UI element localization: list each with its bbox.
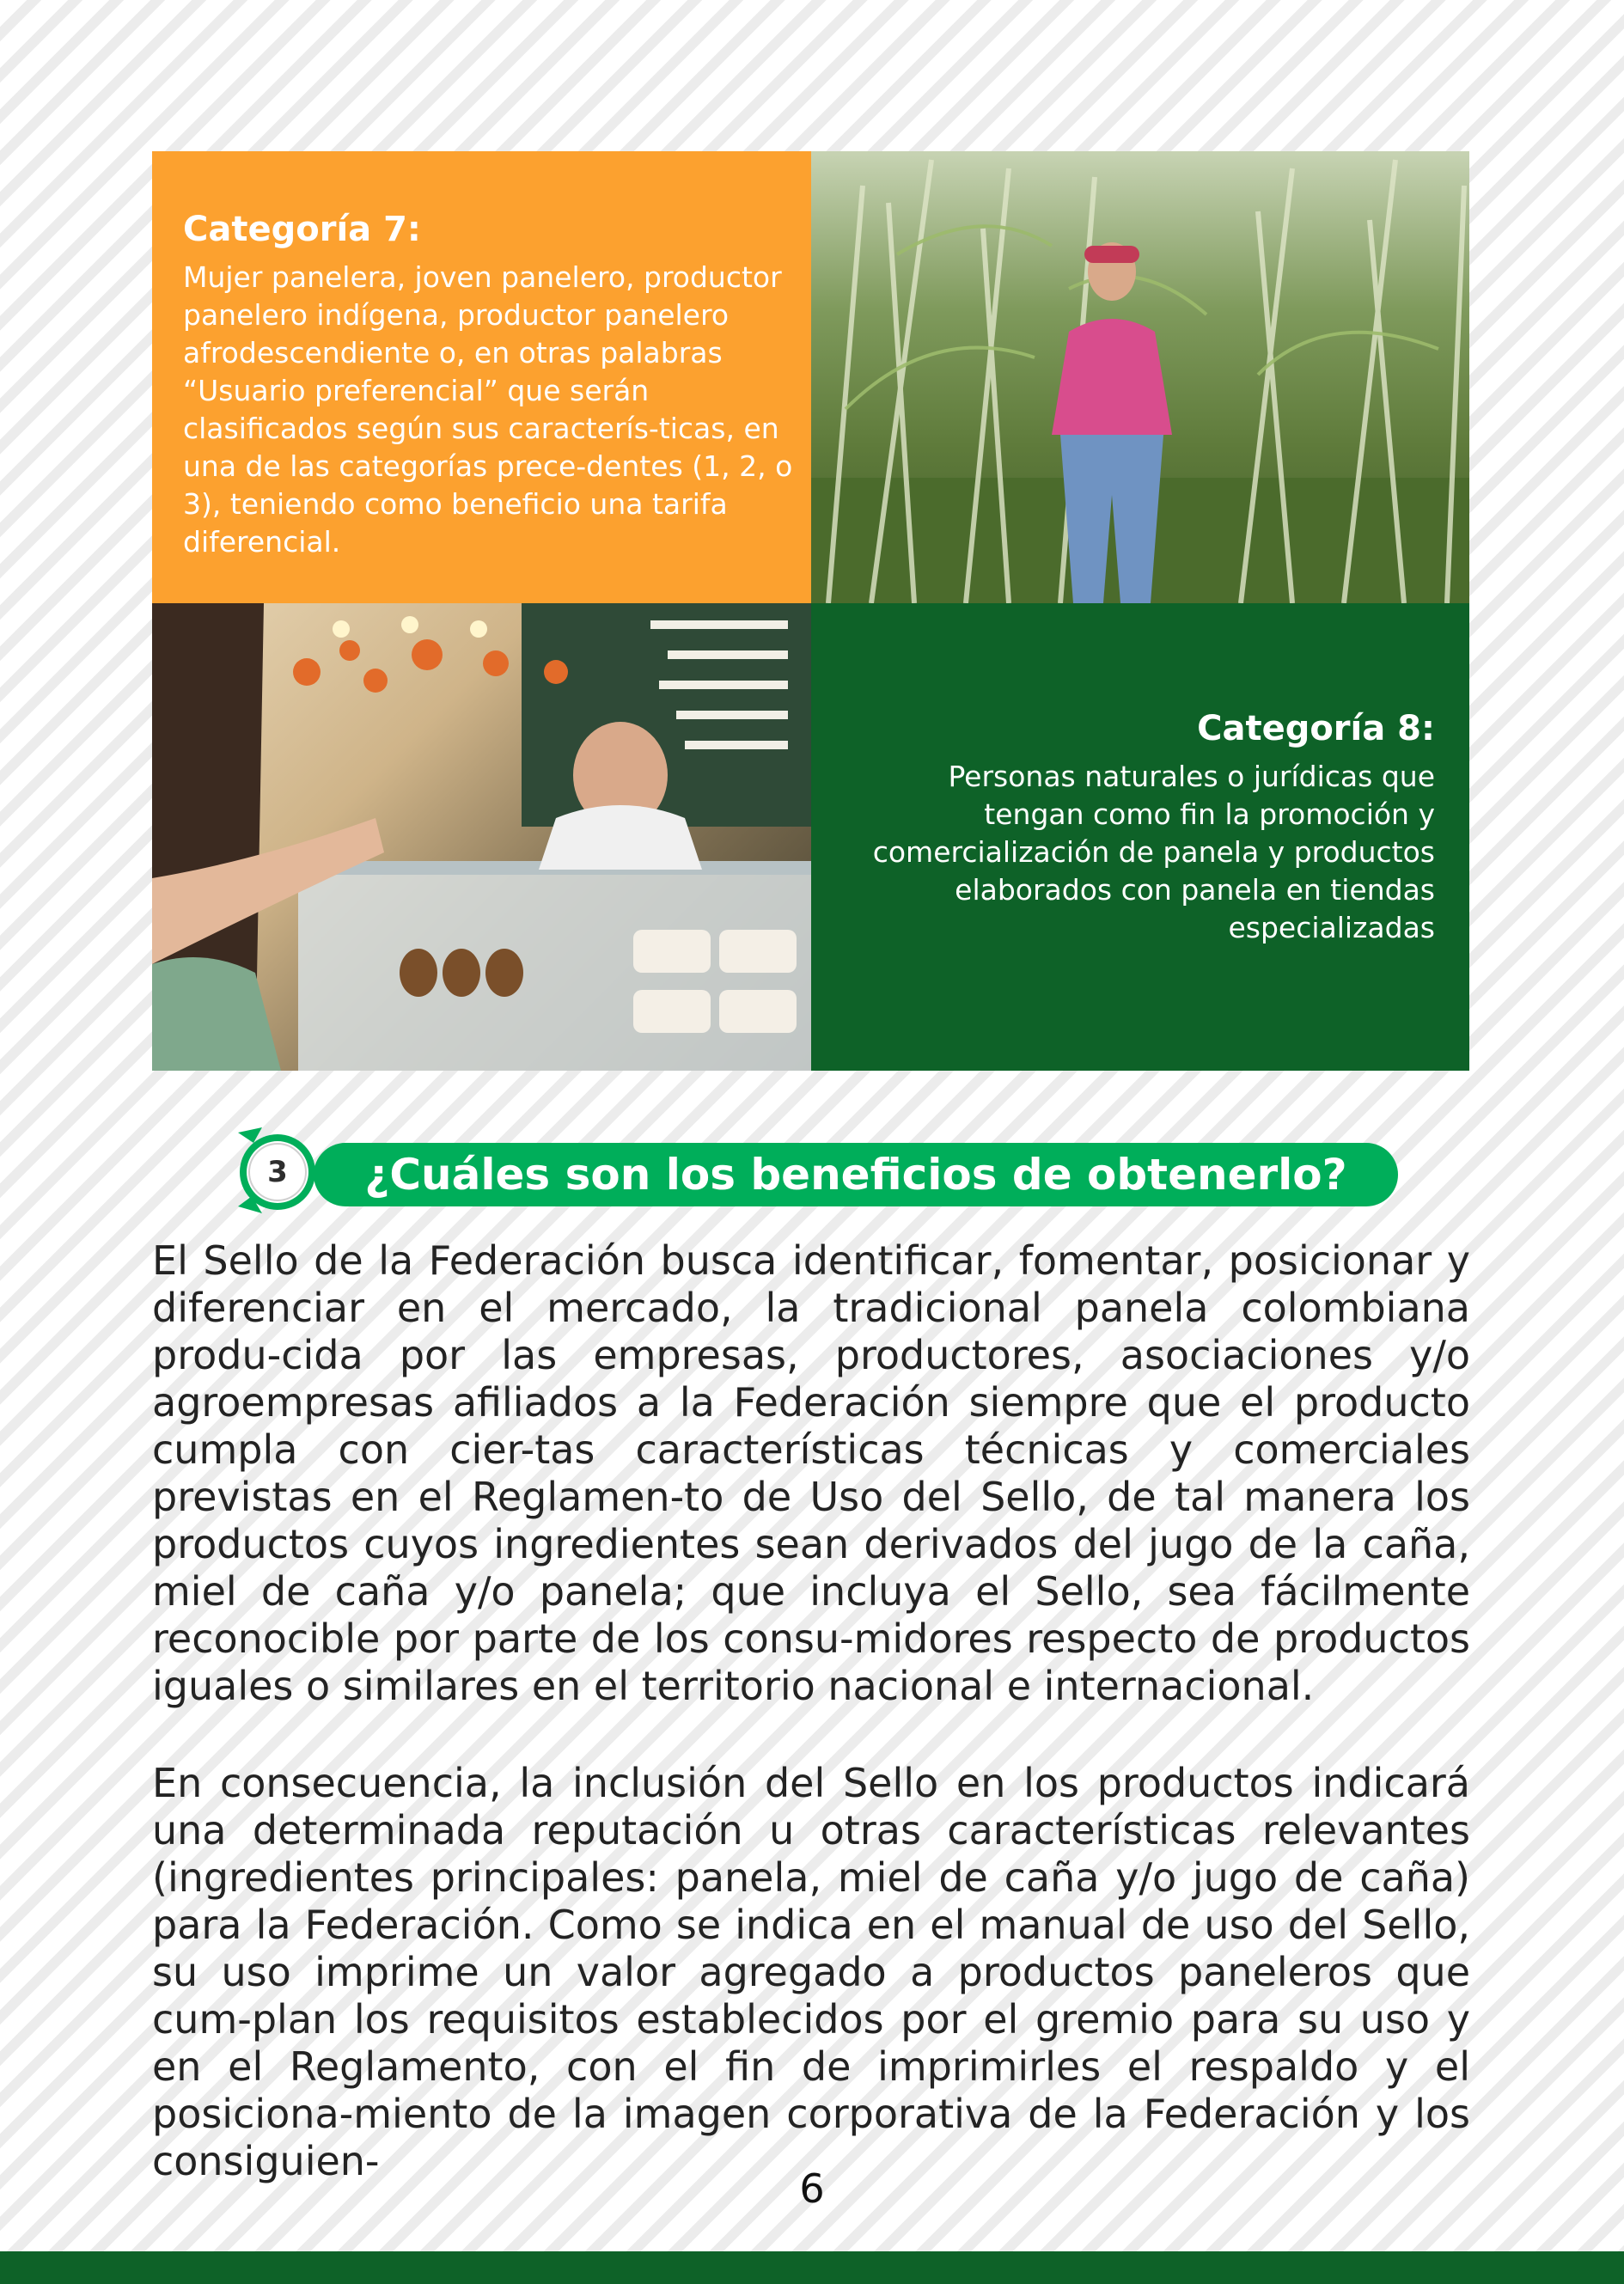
bakery-photo-illustration [152,603,811,1071]
farm-photo [811,151,1469,603]
page-number: 6 [799,2165,825,2212]
category-8-text: Personas naturales o jurídicas que tengan como fin la promoción y comercialización de panela y productos elaborados con panela en tiendas especializadas [872,760,1435,944]
category-7-card [152,151,811,603]
section-title: ¿Cuáles son los beneficios de obtenerlo? [364,1150,1347,1200]
paragraph-2-block [152,1760,1470,2185]
section-title-bar [314,1143,1398,1206]
category-7-text: Mujer panelera, joven panelero, productor panelero indígena, productor panelero afrodescendiente o, en otras palabras “Usuario preferencial” que serán clasificados según sus caracterís-ticas, en una de las categorías prece-dentes (1, 2, o 3), teniendo como beneficio una tarifa diferencial. [183,260,793,559]
section-heading [228,1124,1396,1200]
paragraph-1-block [152,1237,1470,1710]
shop-photo [152,603,811,1071]
category-8-card [811,603,1469,1071]
category-grid [152,151,1469,1071]
footer-bar [0,2251,1624,2284]
paragraph-1: El Sello de la Federación busca identificar, fomentar, posicionar y diferenciar en el mercado, la tradicional panela colombiana produ-cida por las empresas, productores, asociaciones y/o agroempresas afiliados a la Federación siempre que el producto cumpla con cier-tas características técnicas y comerciales previstas en el Reglamen-to de Uso del Sello, de tal manera los productos cuyos ingredientes sean derivados del jugo de la caña, miel de caña y/o panela; que incluya el Sello, sea fácilmente reconocible por parte de los consu-midores respecto de productos iguales o similares en el territorio nacional e internacional. [152,1237,1470,1709]
category-7-title: Categoría 7: [183,210,421,249]
sugarcane-photo-illustration [811,151,1469,603]
paragraph-2: En consecuencia, la inclusión del Sello en los productos indicará una determinada reputación u otras características relevantes (ingredientes principales: panela, miel de caña y/o jugo de caña) para la Federación. Como se indica en el manual de uso del Sello, su uso imprime un valor agregado a productos paneleros que cum-plan los requisitos establecidos por el gremio para su uso y en el Reglamento, con el fin de imprimirles el respaldo y el posiciona-miento de la imagen corporativa de la Federación y los consiguien- [152,1760,1470,2184]
section-number: 3 [267,1155,288,1189]
category-8-title: Categoría 8: [1197,709,1435,748]
